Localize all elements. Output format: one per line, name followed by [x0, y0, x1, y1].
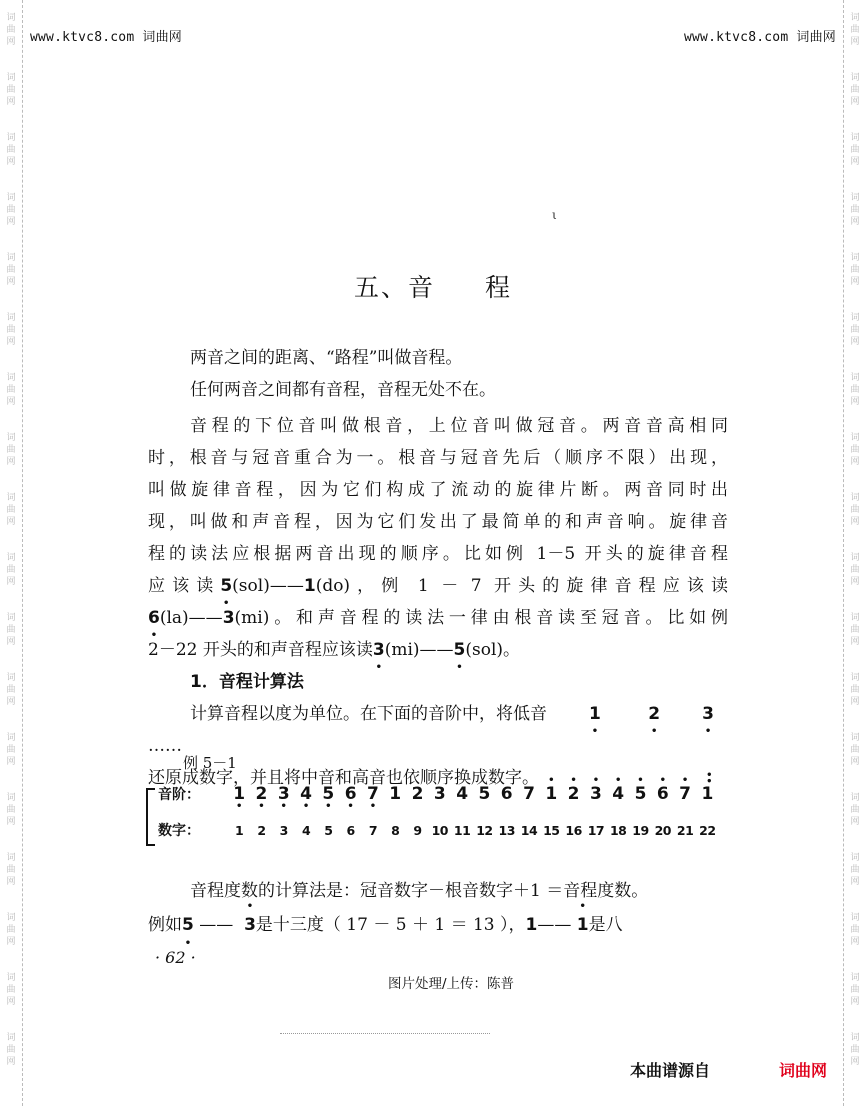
watermark-char: 曲: [850, 985, 860, 995]
watermark-block: [850, 180, 859, 240]
watermark-char: 网: [850, 397, 860, 407]
watermark-char: 词: [850, 13, 860, 23]
note-low-3: 3 •: [702, 704, 714, 737]
watermark-char: 曲: [6, 805, 16, 815]
watermark-char: 曲: [850, 505, 860, 515]
paragraph-3-line: 程的读法应根据两音出现的顺序。比如例 1－5 开头的旋律音程: [148, 544, 728, 564]
watermark-char: 词: [850, 793, 860, 803]
scale-note: 5: [478, 784, 491, 804]
watermark-char: 网: [850, 877, 860, 887]
watermark-block: [6, 540, 15, 600]
scale-note: 4 •: [300, 784, 312, 812]
scale-number: 12: [476, 823, 493, 838]
note-3: 3: [222, 608, 235, 628]
watermark-char: 词: [6, 733, 16, 743]
watermark-block: [6, 780, 15, 840]
watermark-block: [6, 660, 15, 720]
watermark-block: [850, 60, 859, 120]
scale-note: 6 •: [656, 775, 669, 804]
paragraph-3-line: 现，叫做和声音程，因为它们发出了最简单的和声音响。旋律音: [148, 512, 728, 532]
watermark-char: 词: [850, 73, 860, 83]
watermark-char: 词: [850, 853, 860, 863]
scale-note: 6 •: [344, 784, 357, 812]
row-label-scale: 音阶：: [158, 787, 200, 803]
scale-number: 13: [498, 823, 515, 838]
scale-example: [146, 771, 736, 848]
watermark-char: 词: [850, 613, 860, 623]
watermark-char: 曲: [6, 625, 16, 635]
watermark-char: 曲: [6, 25, 16, 35]
stray-mark: ι: [552, 208, 557, 222]
scale-number: 7: [368, 823, 378, 838]
watermark-block: [6, 480, 15, 540]
header-url: www.ktvc8.com: [684, 30, 789, 45]
watermark-block: [850, 360, 859, 420]
watermark-block: [6, 1020, 15, 1080]
watermark-block: [6, 180, 15, 240]
example-label: 例 5－1: [183, 754, 237, 772]
watermark-char: 词: [6, 853, 16, 863]
watermark-block: [850, 420, 859, 480]
row-label-numbers: 数字：: [158, 823, 200, 839]
watermark-block: [850, 0, 859, 60]
note-low-2: 2 •: [648, 704, 661, 737]
watermark-char: 词: [850, 133, 860, 143]
watermark-char: 词: [6, 433, 16, 443]
watermark-char: 曲: [850, 685, 860, 695]
watermark-char: 网: [6, 37, 16, 47]
watermark-char: 词: [850, 973, 860, 983]
scale-number: 19: [632, 823, 649, 838]
watermark-char: 曲: [850, 625, 860, 635]
paragraph-1: 两音之间的距离、“路程”叫做音程。: [190, 348, 463, 368]
formula-text: [148, 874, 728, 949]
watermark-char: 网: [6, 577, 16, 587]
paragraph-3: [148, 410, 729, 673]
scale-note: 7 •: [679, 775, 691, 804]
watermark-char: 网: [6, 397, 16, 407]
scale-number: 20: [654, 823, 671, 838]
scale-number: 21: [676, 823, 694, 838]
paragraph-2: 任何两音之间都有音程，音程无处不在。: [190, 380, 496, 400]
watermark-char: 词: [6, 133, 16, 143]
watermark-block: [6, 0, 15, 60]
watermark-char: 曲: [850, 145, 860, 155]
scale-note: 2 •: [567, 775, 580, 804]
header-watermark-right: [684, 26, 836, 45]
watermark-char: 词: [6, 913, 16, 923]
watermark-char: 词: [6, 13, 16, 23]
watermark-char: 网: [6, 697, 16, 707]
source-label: 本曲谱源自: [630, 1061, 711, 1080]
formula-line: 例如5 • —— 3 • 是十三度（ 17 － 5 ＋ 1 ＝ 13 ），1—— 1 • 是八: [148, 901, 623, 949]
watermark-char: 网: [6, 637, 16, 647]
watermark-char: 词: [850, 433, 860, 443]
faint-rule: [280, 1033, 490, 1036]
watermark-char: 网: [850, 577, 860, 587]
scale-number: 4: [301, 823, 311, 838]
paragraph-3-line: 2－22 开头的和声音程应该读3 • (mi)——5 • (sol)。: [148, 634, 728, 666]
watermark-block: [6, 840, 15, 900]
watermark-char: 网: [6, 337, 16, 347]
watermark-block: [850, 600, 859, 660]
watermark-char: 词: [6, 313, 16, 323]
watermark-char: 曲: [850, 385, 860, 395]
watermark-char: 网: [6, 97, 16, 107]
watermark-block: [850, 540, 859, 600]
paragraph-3-line: 音程的下位音叫做根音，上位音叫做冠音。两音音高相同: [190, 416, 728, 436]
watermark-block: [850, 1020, 859, 1080]
watermark-char: 网: [6, 277, 16, 287]
scale-note: 3: [433, 784, 446, 804]
scale-bracket: [146, 788, 155, 846]
main-text: [148, 342, 728, 794]
watermark-char: 网: [850, 277, 860, 287]
section-line: 还原成数字，并且将中音和高音也依顺序换成数字。: [148, 768, 539, 788]
watermark-char: 网: [850, 37, 860, 47]
watermark-char: 网: [850, 817, 860, 827]
watermark-char: 曲: [850, 1045, 860, 1055]
watermark-block: [6, 720, 15, 780]
watermark-char: 曲: [6, 745, 16, 755]
scale-note: 6: [500, 784, 513, 804]
header-site-name: 词曲网: [142, 30, 182, 45]
watermark-block: [6, 900, 15, 960]
watermark-char: 曲: [850, 565, 860, 575]
watermark-block: [6, 600, 15, 660]
watermark-block: [850, 660, 859, 720]
watermark-char: 曲: [850, 265, 860, 275]
watermark-char: 词: [6, 793, 16, 803]
watermark-char: 网: [850, 457, 860, 467]
scale-number: 15: [543, 823, 560, 838]
watermark-char: 曲: [6, 445, 16, 455]
watermark-char: 词: [6, 973, 16, 983]
scale-note: 5 •: [322, 784, 335, 812]
watermark-char: 词: [6, 673, 16, 683]
watermark-char: 网: [850, 697, 860, 707]
paragraph-3-line: 叫做旋律音程，因为它们构成了流动的旋律片断。两音同时出: [148, 480, 728, 500]
watermark-char: 曲: [6, 85, 16, 95]
note-high-1: 1 •: [576, 901, 589, 935]
scale-number: 2: [257, 823, 266, 838]
watermark-char: 网: [6, 457, 16, 467]
scale-note: 1 •: [545, 775, 558, 804]
watermark-char: 词: [6, 613, 16, 623]
note-low-5: 5 •: [220, 576, 233, 609]
scale-number: 17: [587, 823, 605, 838]
note-1: 1: [525, 915, 538, 935]
watermark-char: 词: [6, 493, 16, 503]
watermark-char: 词: [850, 673, 860, 683]
watermark-char: 网: [850, 97, 860, 107]
watermark-char: 词: [850, 1033, 860, 1043]
left-watermark-strip: [0, 0, 23, 1106]
scale-number: 10: [431, 823, 449, 838]
watermark-char: 词: [6, 553, 16, 563]
watermark-char: 曲: [6, 505, 16, 515]
watermark-block: [850, 960, 859, 1020]
watermark-char: 曲: [6, 925, 16, 935]
watermark-char: 曲: [6, 325, 16, 335]
watermark-char: 曲: [850, 325, 860, 335]
watermark-char: 曲: [6, 985, 16, 995]
scale-number: 5: [324, 823, 333, 838]
scale-note: 5 •: [634, 775, 647, 804]
header-watermark-left: [30, 26, 182, 45]
watermark-block: [6, 360, 15, 420]
scale-number: 14: [520, 823, 538, 838]
watermark-char: 网: [850, 757, 860, 767]
watermark-char: 词: [850, 553, 860, 563]
watermark-char: 网: [6, 817, 16, 827]
watermark-char: 词: [6, 373, 16, 383]
note-low-1: 1 •: [589, 704, 601, 737]
watermark-char: 词: [850, 313, 860, 323]
watermark-char: 曲: [6, 265, 16, 275]
watermark-char: 网: [6, 157, 16, 167]
watermark-char: 曲: [850, 25, 860, 35]
scale-number: 8: [391, 823, 400, 838]
section-heading: 1．音程计算法: [190, 672, 304, 692]
watermark-char: 曲: [850, 745, 860, 755]
scale-number: 22: [699, 823, 716, 838]
watermark-char: 网: [850, 1057, 860, 1067]
note-1: 1: [303, 576, 316, 596]
watermark-char: 词: [850, 253, 860, 263]
paragraph-3-line: 应该读5 • (sol)——1(do)，例 1 － 7 开头的旋律音程应该读: [148, 570, 728, 602]
watermark-char: 曲: [6, 205, 16, 215]
watermark-char: 曲: [850, 205, 860, 215]
watermark-block: [850, 840, 859, 900]
watermark-char: 曲: [850, 445, 860, 455]
watermark-block: [850, 720, 859, 780]
formula-line: 音程度数的计算法是：冠音数字－根音数字＋1 ＝音程度数。: [190, 881, 649, 901]
note-low-3: 3 •: [372, 640, 385, 673]
source-brand-link[interactable]: 词曲网: [779, 1061, 828, 1080]
watermark-block: [6, 960, 15, 1020]
watermark-char: 网: [850, 217, 860, 227]
watermark-char: 词: [850, 373, 860, 383]
header-url: www.ktvc8.com: [30, 30, 135, 45]
watermark-char: 曲: [850, 805, 860, 815]
watermark-char: 曲: [6, 385, 16, 395]
watermark-char: 词: [850, 913, 860, 923]
watermark-char: 网: [850, 517, 860, 527]
paragraph-3-line: 6 • (la)——3(mi)。和声音程的读法一律由根音读至冠音。比如例: [148, 602, 728, 634]
scale-number: 18: [609, 823, 627, 838]
scale-note: 3 •: [589, 775, 602, 804]
watermark-char: 词: [6, 73, 16, 83]
watermark-char: 词: [850, 733, 860, 743]
watermark-char: 网: [850, 337, 860, 347]
watermark-char: 网: [850, 997, 860, 1007]
scale-number: 16: [565, 823, 582, 838]
scale-number: 11: [453, 823, 471, 838]
watermark-block: [6, 120, 15, 180]
section-line: 计算音程以度为单位。在下面的音阶中，将低音 1 • 2 • 3 • ……: [148, 698, 728, 762]
watermark-char: 网: [6, 757, 16, 767]
watermark-char: 网: [6, 517, 16, 527]
watermark-char: 曲: [6, 865, 16, 875]
watermark-char: 词: [6, 253, 16, 263]
scale-note: 7: [523, 784, 535, 804]
scale-note: 1 ••: [701, 771, 714, 804]
scale-number: 9: [413, 823, 422, 838]
right-watermark-strip: [843, 0, 866, 1106]
watermark-char: 曲: [6, 685, 16, 695]
watermark-char: 曲: [6, 1045, 16, 1055]
note-low-5: 5 •: [182, 915, 194, 949]
note-low-6: 6 •: [148, 608, 160, 641]
watermark-char: 词: [850, 493, 860, 503]
watermark-char: 曲: [850, 925, 860, 935]
watermark-block: [6, 420, 15, 480]
scale-number: 1: [235, 823, 244, 838]
scale-number: 3: [279, 823, 288, 838]
watermark-block: [850, 300, 859, 360]
scale-note: 2: [411, 784, 424, 804]
watermark-char: 网: [6, 997, 16, 1007]
watermark-block: [850, 900, 859, 960]
watermark-block: [6, 300, 15, 360]
watermark-char: 曲: [850, 865, 860, 875]
scale-note: 3 •: [277, 784, 290, 812]
watermark-block: [850, 780, 859, 840]
watermark-block: [6, 60, 15, 120]
image-credit: 图片处理/上传：陈普: [388, 976, 515, 992]
scale-note: 2 •: [255, 784, 268, 812]
watermark-char: 网: [6, 217, 16, 227]
watermark-block: [850, 120, 859, 180]
chapter-title: 五、音 程: [353, 273, 513, 302]
watermark-char: 网: [6, 937, 16, 947]
watermark-block: [850, 480, 859, 540]
note-low-5: 5 •: [453, 640, 466, 673]
watermark-char: 网: [6, 877, 16, 887]
watermark-char: 曲: [6, 145, 16, 155]
watermark-char: 曲: [6, 565, 16, 575]
watermark-char: 网: [850, 637, 860, 647]
scale-number: 6: [346, 823, 355, 838]
page-number: · 62 ·: [155, 948, 196, 967]
paragraph-3-line: 时，根音与冠音重合为一。根音与冠音先后（顺序不限）出现，: [148, 448, 728, 468]
scale-note: 1: [389, 784, 402, 804]
watermark-char: 词: [850, 193, 860, 203]
watermark-char: 网: [850, 157, 860, 167]
watermark-char: 网: [6, 1057, 16, 1067]
scale-note: 1 •: [233, 784, 246, 812]
watermark-char: 词: [6, 193, 16, 203]
watermark-char: 词: [6, 1033, 16, 1043]
scale-note: 4 •: [612, 775, 625, 804]
scale-note: 7 •: [367, 784, 379, 812]
watermark-char: 曲: [850, 85, 860, 95]
note-high-3: 3 •: [244, 901, 256, 935]
scale-numbers-row: [158, 820, 719, 840]
header-site-name: 词曲网: [796, 30, 836, 45]
scale-note: 4: [456, 784, 469, 804]
watermark-char: 网: [850, 937, 860, 947]
